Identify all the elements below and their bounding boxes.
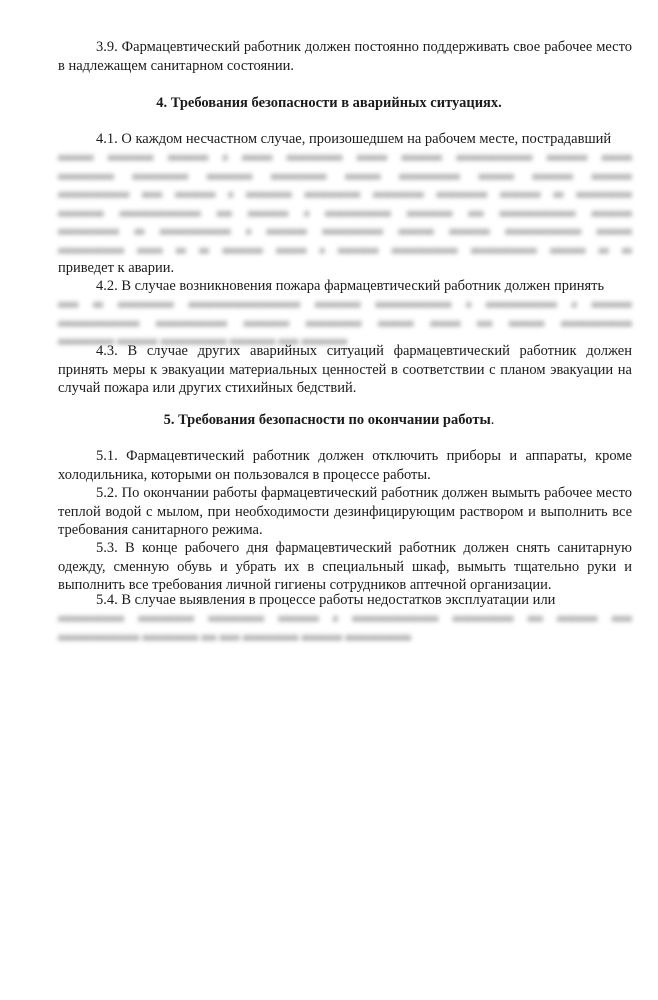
section-heading-4-text: 4. Требования безопасности в аварийных ситуациях.: [156, 95, 502, 111]
paragraph-4-1-last-line: приведет к аварии.: [58, 260, 175, 276]
section-heading-4: [0, 94, 658, 113]
section-heading-5-text: 5. Требования безопасности по окончании работы: [163, 412, 491, 428]
paragraph-5-4-first-line: 5.4. В случае выявления в процессе работы недостатков эксплуатации или: [96, 592, 556, 608]
paragraph-5-2: 5.2. По окончании работы фармацевтический работник должен вымыть рабочее место теплой водой с мылом, при необходимости дезинфицирующим раствором и выполнить все требования санитарного режима.: [58, 485, 632, 538]
blurred-text-5-4: ааааааааааааа ааааааааааа ааааааааааа аааааааа а ааааааааааааааааа аааааааааааа ааа аааааааа аааа аааааааааааааааа ааааааааааа ааа аааа ааааааааааа аааааааа ааааааааааааа: [58, 612, 632, 643]
paragraph-4-3: 4.3. В случае других аварийных ситуаций фармацевтический работник должен принять меры к эвакуации материальных ценностей в соответствии с планом эвакуации на случай пожара или других стихийных бедствий.: [58, 343, 632, 396]
blurred-text-4-1: ааааааа ааааааааа аааааааа а аааааа ааааааааааа аааааа аааааааа ааааааааааааааа аааааааа аааааа ааааааааааа ааааааааааа ааааааааа ааааааааааа ааааааа аааааааааааа ааааааа аааааааа аааааааа аааааааааааааа аааа аааааааа а ааааааааа ааааааааааа аааааааааа аааааааааа аааааааа аа ааааааааааа ааааааааа аааааааааааааааа ааа аааааааа а ааааааааааааа ааааааааа ааа ааааааааааааааа аааааааа аааааааааааа аа аааааааааааааа а аааааааа аааааааааааа ааааааа аааааааа ааааааааааааааа ааааааа ааааааааааааа ааааа аа аа аааааааа аааааа а аааааааа ааааааааааааа ааааааааааааа ааааааа аа аа: [58, 151, 632, 256]
blurred-text-4-2: аааа аа ааааааааааа аааааааааааааааааааааа ааааааааа ааааааааааааааа а аааааааааааааа а аааааааа аааааааааааааааа аааааааааааааа ааааааааа ааааааааааа ааааааа аааааа ааа ааааааа аааааааааааааа ааааааааааа аааааааа ааааааааааааа ааааааааа аааа ааааааааа: [58, 298, 632, 347]
paragraph-4-1-first-line: 4.1. О каждом несчастном случае, произошедшем на рабочем месте, пострадавший: [96, 131, 612, 147]
paragraph-3-9: 3.9. Фармацевтический работник должен постоянно поддерживать свое рабочее место в надлежащем санитарном состоянии.: [58, 39, 632, 74]
section-heading-5: [0, 411, 658, 430]
section-heading-5-period: .: [490, 412, 495, 428]
paragraph-5-3: 5.3. В конце рабочего дня фармацевтический работник должен снять санитарную одежду, сменную обувь и убрать их в специальный шкаф, вымыть тщательно руки и выполнить все требования личной гигиены сотрудников аптечной организации.: [58, 540, 632, 593]
paragraph-4-2-first-line: 4.2. В случае возникновения пожара фармацевтический работник должен принять: [96, 278, 605, 294]
paragraph-5-1: 5.1. Фармацевтический работник должен отключить приборы и аппараты, кроме холодильника, которыми он пользовался в процессе работы.: [58, 448, 632, 483]
